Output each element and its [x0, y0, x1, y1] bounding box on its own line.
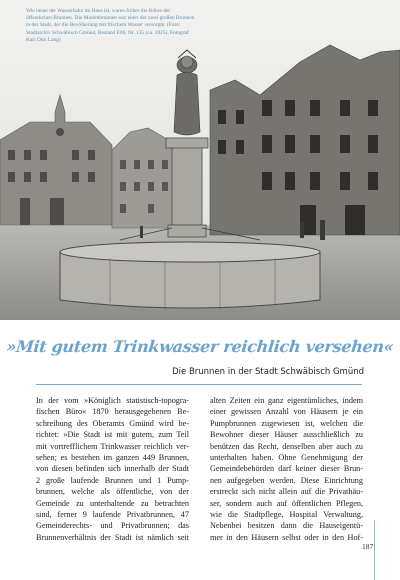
- text-line: Gemeindebehörden darf keiner dieser Brun-: [210, 464, 363, 474]
- text-line: von diesen befinden sich innerhalb der Stadt: [36, 464, 189, 474]
- text-line: alten Zeiten ein ganz eigentümliches, indem: [210, 396, 363, 405]
- text-line: fischen Büro« 1870 herausgegebenen Be-: [36, 407, 189, 417]
- text-line: einer gewissen Anzahl von Häusern je ein: [210, 407, 363, 417]
- text-line: Gemeinde zu unterhaltende zu betrachten: [36, 498, 189, 508]
- article-headline: »Mit gutem Trinkwasser reichlich versehen«: [5, 337, 395, 356]
- text-line: 2 große laufende Brunnen und 1 Pump-: [36, 475, 189, 485]
- text-line: mit vortrefflichem Trinkwasser reichlich ver-: [36, 441, 189, 451]
- text-line: richtet: »Die Stadt ist mit gutem, zum Teil: [36, 430, 189, 440]
- text-line: Gemeinderechts- und Privatbrunnen; das: [36, 521, 189, 531]
- page-margin-line: [374, 520, 375, 580]
- text-line: unterhalten haben. Ohne Genehmigung der: [210, 453, 363, 463]
- text-line: mer in den Häusern selbst oder in den Hof-: [210, 532, 363, 542]
- text-line: nen aufgegeben werden. Diese Einrichtung: [210, 475, 363, 485]
- text-column-left: [36, 395, 189, 543]
- text-column-right: [210, 395, 363, 543]
- page-number: 187: [362, 542, 374, 551]
- text-line: ser, sondern auch auf öffentlichen Pflegen,: [210, 498, 363, 508]
- photo-caption: Wie heute der Wasserhahn im Haus ist, waren früher die Röhre der öffentlichen Brunnen. Die Marienbrunnen war einer der zwei großen Brunnen in der Stadt, der die Bevölkerung mit frischem Wasser versorgte. (Foto: Stadtarchiv Schwäbisch Gmünd, Bestand E06, Nr. 135 (ca. 1925), Fotograf Karl Otto Lang): [26, 8, 195, 43]
- text-line: In der vom »Königlich statistisch-topogra-: [36, 396, 189, 405]
- text-line: Pumpbrunnen zugewiesen ist, welchen die: [210, 418, 363, 428]
- text-line: Nebenbei besitzen dann die Hauseigentü-: [210, 521, 363, 531]
- text-line: erstreckt sich nicht allein auf die Privathäu-: [210, 487, 363, 497]
- text-line: Brunnenverhältnis der Stadt ist nämlich seit: [36, 532, 189, 542]
- text-line: brunnen, welche als öffentliche, von der: [36, 487, 189, 497]
- text-line: wie die Stadtpflege, Hospital Verwaltung,: [210, 510, 363, 520]
- text-line: Bewohner dieser Häuser ausschließlich zu: [210, 430, 363, 440]
- text-line: benützen das Recht, denselben aber auch zu: [210, 441, 363, 451]
- headline-divider: [36, 384, 362, 385]
- text-line: sehen; es bestehen im ganzen 449 Brunnen,: [36, 453, 189, 463]
- text-line: schreibung des Oberamts Gmünd wird be-: [36, 418, 189, 428]
- article-subtitle: Die Brunnen in der Stadt Schwäbisch Gmünd: [172, 367, 364, 377]
- text-line: sind, ferner 9 laufende Privatbrunnen, 47: [36, 510, 189, 520]
